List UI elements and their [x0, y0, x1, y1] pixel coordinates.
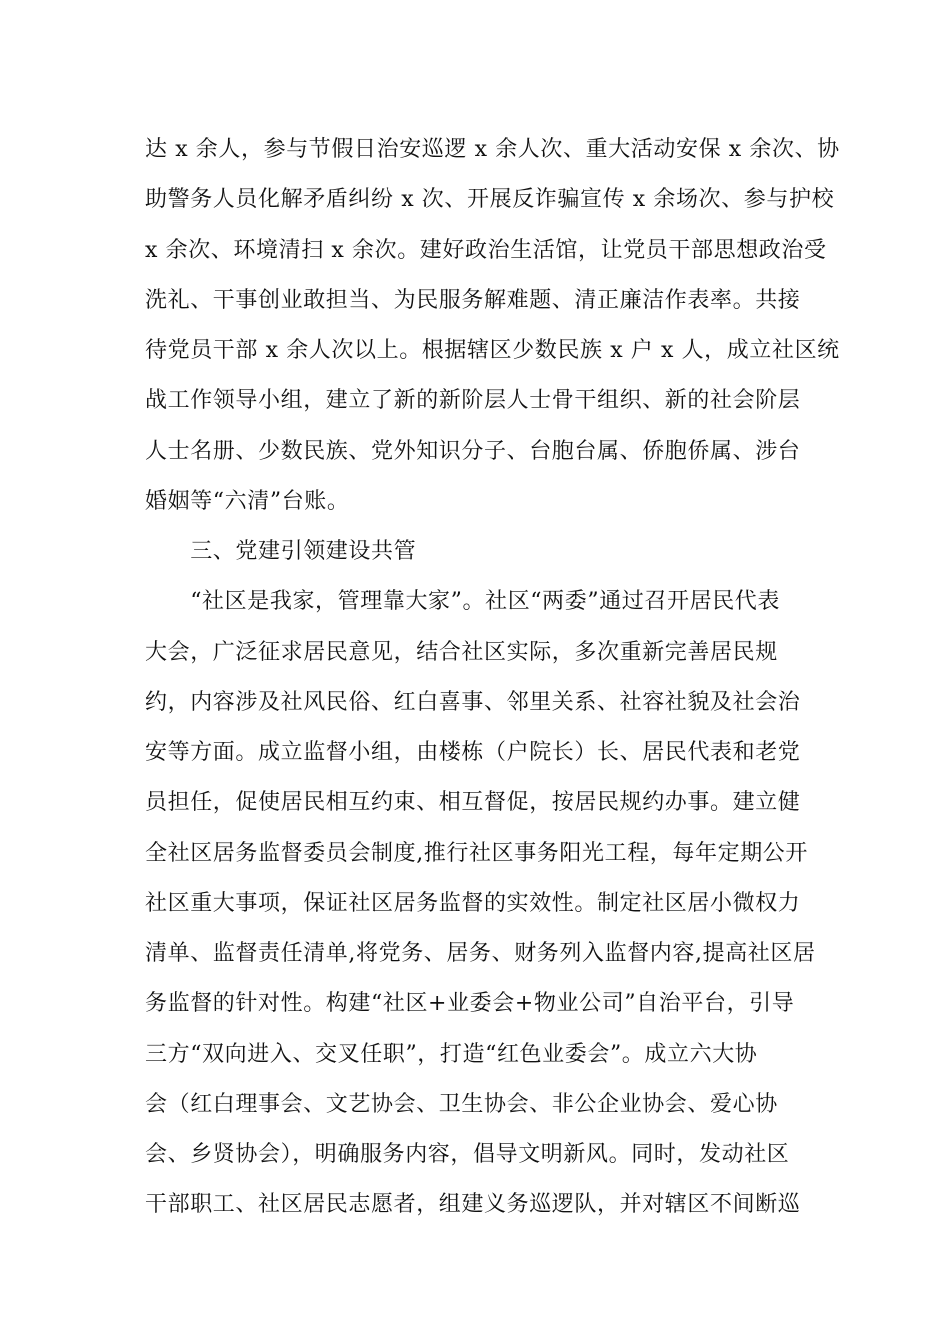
- text-line: 全社区居务监督委员会制度,推行社区事务阳光工程，每年定期公开: [145, 841, 808, 866]
- text-line: 务监督的针对性。构建“社区+业委会+物业公司”自治平台，引导: [145, 991, 795, 1016]
- text-line: 清单、监督责任清单,将党务、居务、财务列入监督内容,提高社区居: [145, 941, 816, 966]
- text-line: 安等方面。成立监督小组，由楼栋（户院长）长、居民代表和老党: [145, 740, 801, 765]
- text-line: 战工作领导小组，建立了新的新阶层人士骨干组织、新的社会阶层: [145, 388, 801, 413]
- text-line: 约，内容涉及社风民俗、红白喜事、邻里关系、社容社貌及社会治: [145, 690, 801, 715]
- text-line: 助警务人员化解矛盾纠纷 x 次、开展反诈骗宣传 x 余场次、参与护校: [145, 187, 835, 212]
- text-line: 干部职工、社区居民志愿者，组建义务巡逻队，并对辖区不间断巡: [145, 1192, 801, 1217]
- text-line: 社区重大事项，保证社区居务监督的实效性。制定社区居小微权力: [145, 891, 801, 916]
- text-line: “社区是我家，管理靠大家”。社区“两委”通过召开居民代表: [145, 589, 780, 614]
- text-line: 待党员干部 x 余人次以上。根据辖区少数民族 x 户 x 人，成立社区统: [145, 338, 840, 363]
- text-line: 达 x 余人，参与节假日治安巡逻 x 余人次、重大活动安保 x 余次、协: [145, 137, 840, 162]
- text-line: x 余次、环境清扫 x 余次。建好政治生活馆，让党员干部思想政治受: [145, 238, 827, 263]
- text-line: 洗礼、干事创业敢担当、为民服务解难题、清正廉洁作表率。共接: [145, 288, 801, 313]
- text-line: 员担任，促使居民相互约束、相互督促，按居民规约办事。建立健: [145, 790, 801, 815]
- text-line: 会、乡贤协会），明确服务内容，倡导文明新风。同时，发动社区: [145, 1142, 790, 1167]
- text-line: 婚姻等“六清”台账。: [145, 489, 350, 514]
- text-line: 人士名册、少数民族、党外知识分子、台胞台属、侨胞侨属、涉台: [145, 439, 801, 464]
- text-line: 会（红白理事会、文艺协会、卫生协会、非公企业协会、爱心协: [145, 1092, 778, 1117]
- section-heading: 三、党建引领建设共管: [145, 539, 417, 564]
- text-line: 三方“双向进入、交叉任职”，打造“红色业委会”。成立六大协: [145, 1042, 758, 1067]
- text-line: 大会，广泛征求居民意见，结合社区实际，多次重新完善居民规: [145, 640, 778, 665]
